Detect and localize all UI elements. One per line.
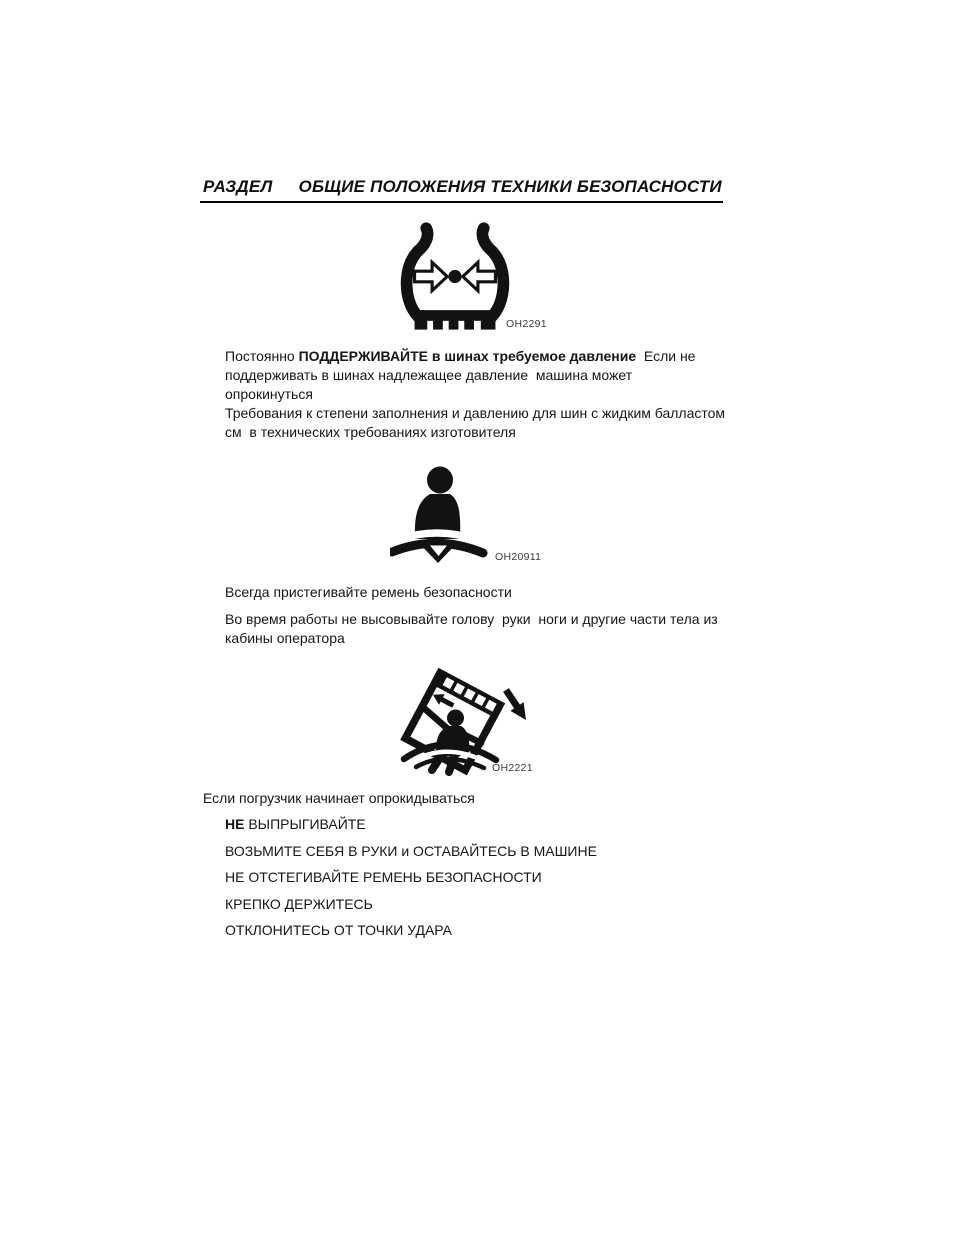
section-title: ОБЩИЕ ПОЛОЖЕНИЯ ТЕХНИКИ БЕЗОПАСНОСТИ xyxy=(298,177,722,196)
text-run: Если не xyxy=(636,348,696,364)
section-header xyxy=(203,177,722,197)
list-item: НЕ ОТСТЕГИВАЙТЕ РЕМЕНЬ БЕЗОПАСНОСТИ xyxy=(225,869,542,885)
text-run-bold: НЕ xyxy=(225,816,245,832)
seatbelt-icon xyxy=(390,463,490,568)
text-line: Во время работы не высовывайте голову руки ноги и другие части тела из xyxy=(225,611,718,627)
text-line xyxy=(225,347,695,366)
tire-pressure-icon xyxy=(398,220,512,333)
tire-pressure-paragraph xyxy=(225,347,695,404)
list-item xyxy=(225,815,597,842)
text-run-bold: ПОДДЕРЖИВАЙТЕ в шинах требуемое давление xyxy=(298,348,637,364)
header-rule xyxy=(200,201,723,203)
text-line: поддерживать в шинах надлежащее давление машина может xyxy=(225,367,633,383)
list-item: КРЕПКО ДЕРЖИТЕСЬ xyxy=(225,895,373,912)
machine-tipover-icon xyxy=(398,660,538,778)
figure-label-seatbelt: OH20911 xyxy=(495,551,542,563)
ballast-requirements-paragraph xyxy=(225,404,725,442)
text-line: см в технических требованиях изготовителя xyxy=(225,424,516,440)
text-line: Всегда пристегивайте ремень безопасности xyxy=(225,584,512,600)
tipover-instructions-list xyxy=(225,815,597,948)
text-line: Требования к степени заполнения и давлению для шин с жидким балластом xyxy=(225,405,726,421)
keep-inside-cab-paragraph xyxy=(225,610,718,648)
tipover-intro xyxy=(203,789,475,808)
text-run: Постоянно xyxy=(225,348,299,364)
text-line: кабины оператора xyxy=(225,630,345,646)
list-item: ВОЗЬМИТЕ СЕБЯ В РУКИ и ОСТАВАЙТЕСЬ В МАШИНЕ xyxy=(225,842,597,859)
text-run: ВЫПРЫГИВАЙТЕ xyxy=(244,816,366,832)
section-label: РАЗДЕЛ xyxy=(203,177,273,196)
list-item: ОТКЛОНИТЕСЬ ОТ ТОЧКИ УДАРА xyxy=(225,922,453,938)
text-line: опрокинуться xyxy=(225,386,313,402)
figure-label-tipover: OH2221 xyxy=(492,762,533,774)
figure-label-tire: OH2291 xyxy=(506,318,547,330)
seatbelt-paragraph xyxy=(225,583,512,602)
text-line: Если погрузчик начинает опрокидываться xyxy=(203,790,475,806)
